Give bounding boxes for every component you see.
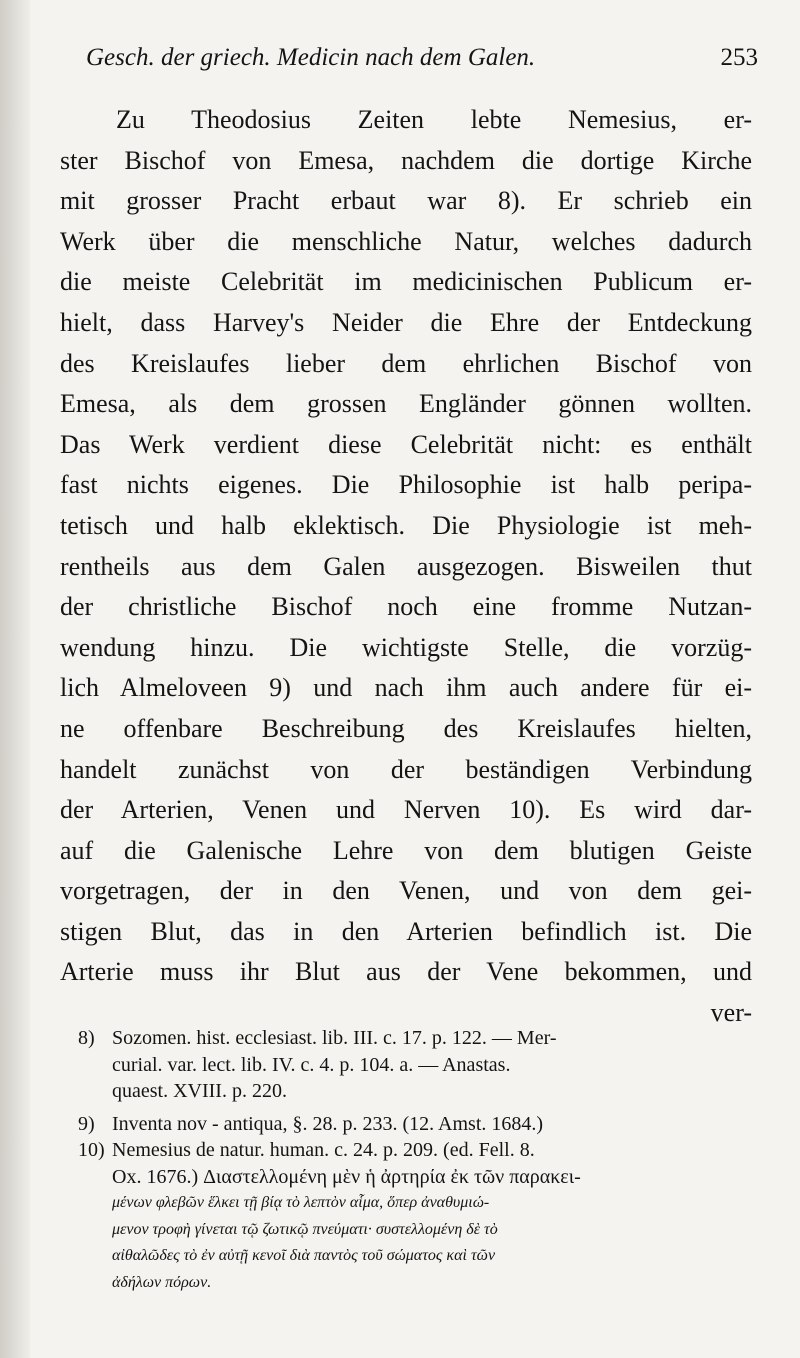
text-line: rentheils aus dem Galen ausgezogen. Bisweilen thut [60, 551, 752, 581]
text-line: mit grosser Pracht erbaut war 8). Er schrieb ein [60, 186, 752, 216]
footnote-greek-text: ἀδήλων πόρων. [112, 1273, 212, 1291]
text-line: hielt, dass Harvey's Neider die Ehre der Entdeckung [60, 307, 752, 337]
footnote-text: Ox. 1676.) Διαστελλομένη μὲν ἡ ἀρτηρία ἐκ τῶν παρακει- [112, 1165, 581, 1188]
text-line: der christliche Bischof noch eine fromme Nutzan- [60, 592, 752, 622]
footnotes [78, 1025, 758, 1296]
footnote-10 [78, 1137, 758, 1296]
footnote-number: 9) [78, 1112, 95, 1135]
text-line: die meiste Celebrität im medicinischen Publicum er- [60, 267, 752, 297]
text-line: stigen Blut, das in den Arterien befindlich ist. Die [60, 916, 752, 946]
text-line: ster Bischof von Emesa, nachdem die dortige Kirche [60, 145, 752, 175]
text-line: lich Almeloveen 9) und nach ihm auch andere für ei- [60, 673, 752, 703]
footnote-greek-text: αἰθαλῶδες τὸ ἐν αὐτῇ κενοῖ διὰ παντὸς τοῦ σώματος καὶ τῶν [112, 1247, 496, 1264]
footnote-number: 10) [78, 1139, 105, 1161]
footnote-text: Inventa nov - antiqua, §. 28. p. 233. (12. Amst. 1684.) [112, 1112, 544, 1135]
text-line: Arterie muss ihr Blut aus der Vene bekommen, und [60, 957, 752, 987]
footnote-text: quaest. XVIII. p. 220. [112, 1080, 287, 1102]
text-line: fast nichts eigenes. Die Philosophie ist halb peripa- [60, 470, 752, 500]
footnote-greek-text: μενον τροφὴ γίνεται τῷ ζωτικῷ πνεύματι· συστελλομένη δὲ τὸ [112, 1220, 498, 1238]
text-line: ne offenbare Beschreibung des Kreislaufes hielten, [60, 713, 752, 743]
text-line: wendung hinzu. Die wichtigste Stelle, die vorzüg- [60, 632, 752, 662]
footnote-9 [78, 1111, 758, 1138]
text-line: vorgetragen, der in den Venen, und von dem gei- [60, 876, 752, 906]
text-line: Emesa, als dem grossen Engländer gönnen wollten. [60, 389, 752, 419]
text-line: Das Werk verdient diese Celebrität nicht: es enthält [60, 429, 752, 459]
text-line: auf die Galenische Lehre von dem blutigen Geiste [60, 835, 752, 865]
text-line: des Kreislaufes lieber dem ehrlichen Bischof von [60, 348, 752, 378]
text-line: handelt zunächst von der beständigen Verbindung [60, 754, 752, 784]
catchword: ver- [710, 998, 752, 1028]
main-text [60, 100, 752, 1034]
footnote-text: curial. var. lect. lib. IV. c. 4. p. 104. a. — Anastas. [112, 1053, 511, 1076]
text-line: tetisch und halb eklektisch. Die Physiologie ist meh- [60, 510, 752, 540]
page-number: 253 [720, 44, 758, 71]
footnote-text: Nemesius de natur. human. c. 24. p. 209. (ed. Fell. 8. [112, 1139, 535, 1161]
text-line: der Arterien, Venen und Nerven 10). Es wird dar- [60, 795, 752, 825]
running-title: Gesch. der griech. Medicin nach dem Galen. [86, 44, 536, 71]
text-line: Werk über die menschliche Natur, welches dadurch [60, 226, 752, 256]
footnote-greek-text: μένων φλεβῶν ἕλκει τῇ βίᾳ τὸ λεπτὸν αἷμα, ὅπερ ἀναθυμιώ- [112, 1194, 490, 1211]
text-line: Zu Theodosius Zeiten lebte Nemesius, er- [116, 105, 752, 134]
footnote-number: 8) [78, 1027, 95, 1049]
footnote-text: Sozomen. hist. ecclesiast. lib. III. c. 17. p. 122. — Mer- [112, 1027, 557, 1049]
running-header [86, 40, 758, 80]
footnote-8 [78, 1025, 758, 1105]
page-gutter-shadow [0, 0, 30, 1358]
